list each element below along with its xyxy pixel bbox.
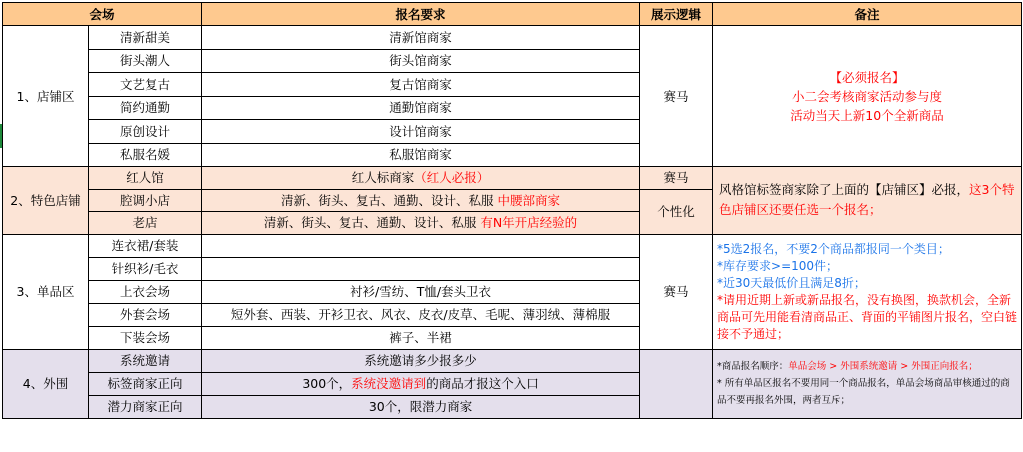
requirement bbox=[202, 234, 640, 257]
remark-line: 小二会考核商家活动参与度 bbox=[792, 88, 943, 104]
requirement bbox=[202, 212, 640, 235]
venue-name: 老店 bbox=[89, 212, 202, 235]
activity-signup-table bbox=[2, 2, 1022, 419]
header-row bbox=[3, 3, 1022, 26]
requirement: 设计馆商家 bbox=[202, 120, 640, 144]
venue-name: 系统邀请 bbox=[89, 349, 202, 372]
display-logic: 赛马 bbox=[640, 26, 713, 167]
requirement-text: 红人标商家 bbox=[351, 170, 415, 186]
remark-line: * 所有单品区报名不要用同一个商品报名，单品会场商品审核通过的商品不要再报名外围，两者互斥； bbox=[717, 378, 1010, 406]
requirement bbox=[202, 167, 640, 190]
remark-text: 风格馆标签商家除了上面的【店铺区】必报， bbox=[719, 182, 970, 198]
venue-name: 上衣会场 bbox=[89, 280, 202, 303]
venue-name: 街头潮人 bbox=[89, 49, 202, 73]
display-logic-empty bbox=[640, 349, 713, 418]
table-row bbox=[3, 26, 1022, 50]
section-label-single: 3、单品区 bbox=[3, 234, 89, 349]
requirement: 裤子、半裙 bbox=[202, 326, 640, 349]
venue-name: 文艺复古 bbox=[89, 73, 202, 97]
venue-name: 标签商家正向 bbox=[89, 372, 202, 395]
header-requirements: 报名要求 bbox=[202, 3, 640, 26]
requirement bbox=[202, 395, 640, 418]
remark-line: *近30天最低价且满足8折； bbox=[717, 275, 866, 290]
venue-name: 针织衫/毛衣 bbox=[89, 257, 202, 280]
requirement: 私服馆商家 bbox=[202, 143, 640, 167]
requirement bbox=[202, 257, 640, 280]
remark-line: *请用近期上新或新品报名，没有换图，换款机会，全新商品可先用能看清商品正、背面的平铺图片报名，空白链接不予通过； bbox=[717, 292, 1018, 341]
requirement-highlight: 有N年开店经验的 bbox=[480, 215, 578, 231]
remark-line: *库存要求>=100件； bbox=[717, 258, 839, 273]
venue-name: 红人馆 bbox=[89, 167, 202, 190]
venue-name: 外套会场 bbox=[89, 303, 202, 326]
venue-name: 下装会场 bbox=[89, 326, 202, 349]
venue-name: 潜力商家正向 bbox=[89, 395, 202, 418]
section-label-shop: 1、店铺区 bbox=[3, 26, 89, 167]
remark-line: *5选2报名，不要2个商品都报同一个类目； bbox=[717, 241, 950, 256]
requirement-highlight: 中腰部商家 bbox=[497, 192, 561, 208]
requirement bbox=[202, 189, 640, 212]
requirement-text: 清新、街头、复古、通勤、设计、私服 bbox=[281, 192, 498, 208]
display-logic: 赛马 bbox=[640, 234, 713, 349]
venue-name: 私服名媛 bbox=[89, 143, 202, 167]
header-remarks: 备注 bbox=[713, 3, 1022, 26]
remark-text: *商品报名顺序： bbox=[717, 361, 789, 372]
requirement-text: 清新、街头、复古、通勤、设计、私服 bbox=[263, 215, 481, 231]
requirement: 清新馆商家 bbox=[202, 26, 640, 50]
section-label-special: 2、特色店铺 bbox=[3, 167, 89, 235]
requirement-highlight: 系统没邀请到 bbox=[351, 376, 427, 391]
requirement: 衬衫/雪纺、T恤/套头卫衣 bbox=[202, 280, 640, 303]
requirement: 街头馆商家 bbox=[202, 49, 640, 73]
display-logic: 赛马 bbox=[640, 167, 713, 190]
display-logic: 个性化 bbox=[640, 189, 713, 234]
requirement-text: 的商品才报这个入口 bbox=[426, 376, 539, 391]
table-row bbox=[3, 349, 1022, 372]
header-display-logic: 展示逻辑 bbox=[640, 3, 713, 26]
remark-line: 活动当天上新10个全新商品 bbox=[790, 107, 944, 123]
venue-name: 简约通勤 bbox=[89, 96, 202, 120]
remark-shop bbox=[713, 26, 1022, 167]
venue-name: 连衣裙/套装 bbox=[89, 234, 202, 257]
requirement bbox=[202, 349, 640, 372]
venue-name: 清新甜美 bbox=[89, 26, 202, 50]
remark-highlight: 单品会场 > 外围系统邀请 > 外围正向报名； bbox=[788, 361, 978, 372]
requirement-highlight: （红人必报） bbox=[414, 170, 490, 186]
requirement: 复古馆商家 bbox=[202, 73, 640, 97]
remark-line bbox=[717, 358, 1017, 375]
header-venue: 会场 bbox=[3, 3, 202, 26]
remark-line: 【必须报名】 bbox=[829, 69, 905, 85]
requirement-text: 系统邀请多少报多少 bbox=[364, 353, 477, 368]
remark-special bbox=[713, 167, 1022, 235]
section-label-outer: 4、外围 bbox=[3, 349, 89, 418]
table-row bbox=[3, 167, 1022, 190]
remark-single bbox=[713, 234, 1022, 349]
requirement-text: 30个，限潜力商家 bbox=[368, 399, 473, 414]
remark-highlight: 这3个特色店铺区还要任选一个报名； bbox=[719, 182, 1015, 218]
requirement bbox=[202, 372, 640, 395]
requirement-text: 300个， bbox=[302, 376, 352, 391]
table-row bbox=[3, 234, 1022, 257]
remark-outer bbox=[713, 349, 1022, 418]
venue-name: 腔调小店 bbox=[89, 189, 202, 212]
venue-name: 原创设计 bbox=[89, 120, 202, 144]
requirement: 通勤馆商家 bbox=[202, 96, 640, 120]
requirement: 短外套、西装、开衫卫衣、风衣、皮衣/皮草、毛呢、薄羽绒、薄棉服 bbox=[202, 303, 640, 326]
